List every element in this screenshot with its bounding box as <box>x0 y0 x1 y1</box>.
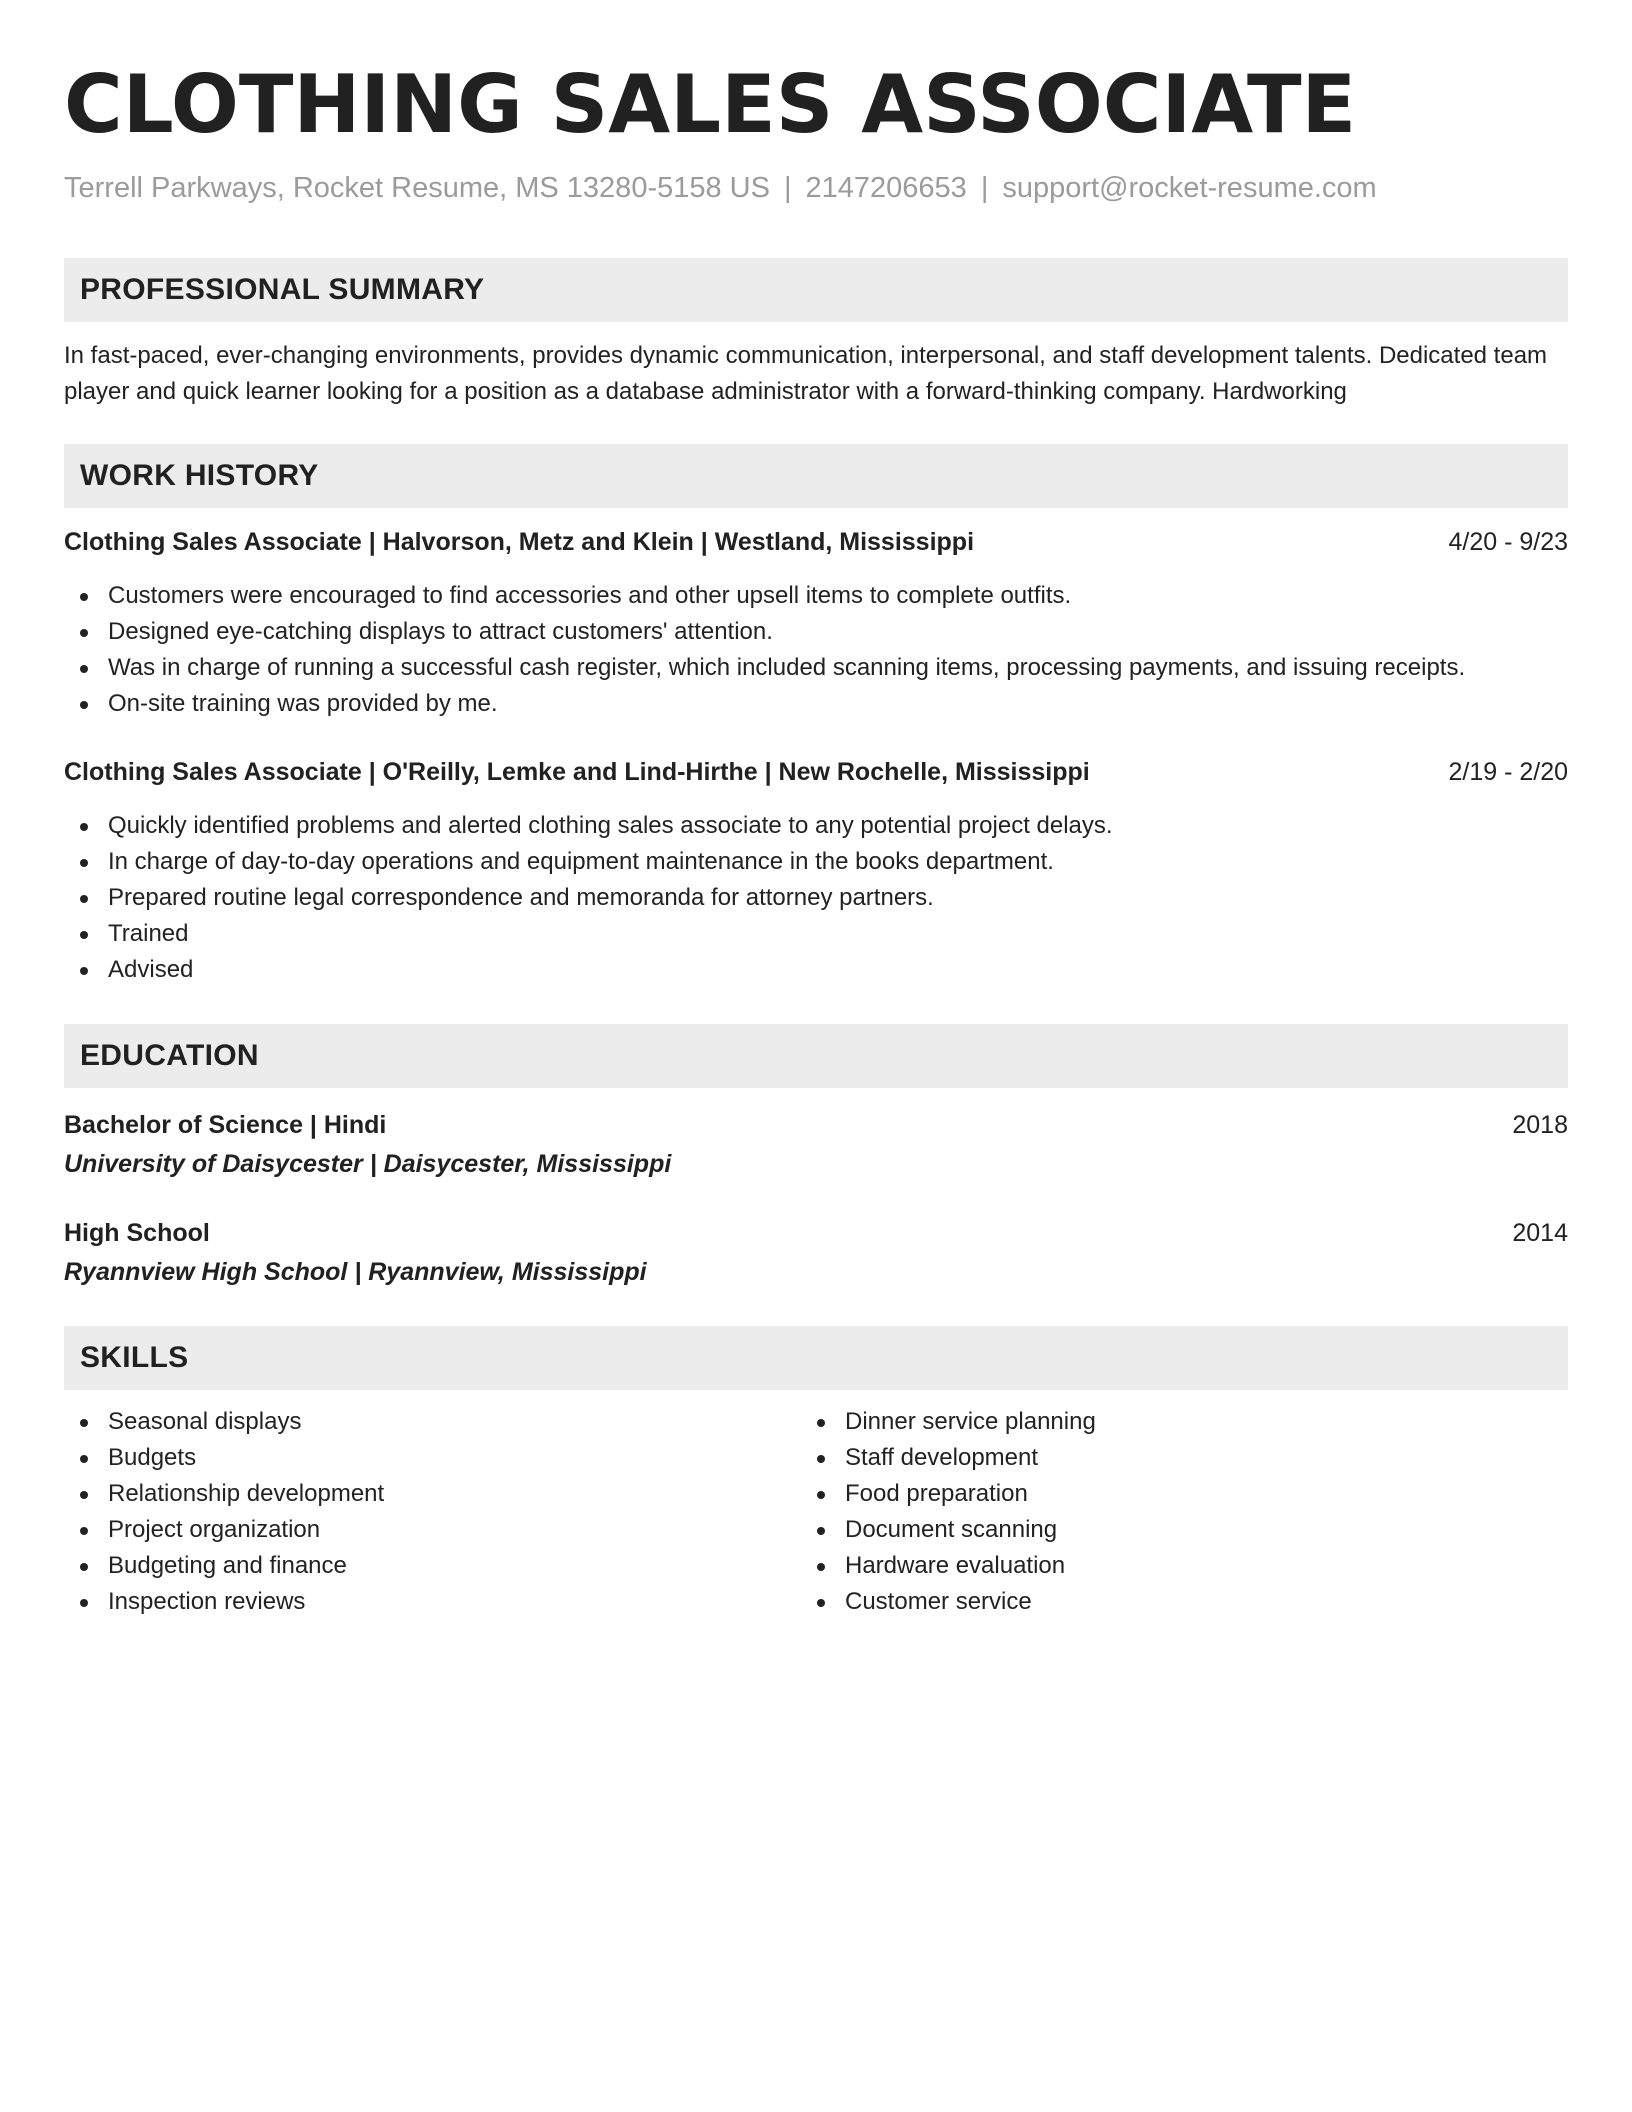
skills-list-left <box>64 1404 801 1620</box>
resume-name-title: CLOTHING SALES ASSOCIATE <box>64 58 1357 151</box>
contact-line <box>64 170 1568 206</box>
education-school: Ryannview High School | Ryannview, Mississippi <box>64 1258 647 1286</box>
section-heading-work-history: WORK HISTORY <box>64 444 1568 508</box>
job-bullet: Was in charge of running a successful cash register, which included scanning items, processing payments, and issuing receipts. <box>64 650 1568 686</box>
section-heading-skills: SKILLS <box>64 1326 1568 1390</box>
skill-item: Document scanning <box>801 1512 1538 1548</box>
skill-item: Project organization <box>64 1512 801 1548</box>
contact-phone: 2147206653 <box>805 172 967 204</box>
skill-item: Food preparation <box>801 1476 1538 1512</box>
skills-columns <box>64 1404 1568 1620</box>
education-year: 2018 <box>1512 1111 1568 1139</box>
job-bullet: Designed eye-catching displays to attract customers' attention. <box>64 614 1568 650</box>
section-heading-summary: PROFESSIONAL SUMMARY <box>64 258 1568 322</box>
education-school: University of Daisycester | Daisycester, Mississippi <box>64 1150 672 1178</box>
section-heading-education: EDUCATION <box>64 1024 1568 1088</box>
skills-list-right <box>801 1404 1538 1620</box>
skill-item: Dinner service planning <box>801 1404 1538 1440</box>
job-title: Clothing Sales Associate | Halvorson, Metz and Klein | Westland, Mississippi <box>64 528 975 556</box>
education-entry <box>64 1106 1568 1184</box>
skill-item: Inspection reviews <box>64 1584 801 1620</box>
education-degree: Bachelor of Science | Hindi <box>64 1111 387 1139</box>
education-degree: High School <box>64 1219 210 1247</box>
job-dates: 4/20 - 9/23 <box>1448 528 1568 556</box>
job-title: Clothing Sales Associate | O'Reilly, Lemke and Lind-Hirthe | New Rochelle, Mississippi <box>64 758 1090 786</box>
job-dates: 2/19 - 2/20 <box>1448 758 1568 786</box>
skill-item: Hardware evaluation <box>801 1548 1538 1584</box>
summary-text: In fast-paced, ever-changing environments, provides dynamic communication, interpersonal, and staff development talents. Dedicated team player and quick learner looking for a position as a database administrator with a forward-thinking company. Hardworking <box>64 342 1548 405</box>
skill-item: Seasonal displays <box>64 1404 801 1440</box>
job-bullets <box>64 578 1568 722</box>
job-bullet: Trained <box>64 916 1568 952</box>
education-year: 2014 <box>1512 1219 1568 1247</box>
skill-item: Relationship development <box>64 1476 801 1512</box>
job-bullet: In charge of day-to-day operations and equipment maintenance in the books department. <box>64 844 1568 880</box>
contact-separator: | <box>980 172 989 204</box>
job-header <box>64 524 1568 560</box>
job-bullet: Quickly identified problems and alerted clothing sales associate to any potential project delays. <box>64 808 1568 844</box>
contact-separator: | <box>783 172 792 204</box>
job-bullet: On-site training was provided by me. <box>64 686 1568 722</box>
contact-address: Terrell Parkways, Rocket Resume, MS 13280-5158 US <box>64 172 770 204</box>
skill-item: Budgeting and finance <box>64 1548 801 1584</box>
skill-item: Budgets <box>64 1440 801 1476</box>
contact-email: support@rocket-resume.com <box>1002 172 1377 204</box>
skill-item: Customer service <box>801 1584 1538 1620</box>
skill-item: Staff development <box>801 1440 1538 1476</box>
education-entry <box>64 1214 1568 1292</box>
job-bullets <box>64 808 1568 988</box>
job-bullet: Customers were encouraged to find accessories and other upsell items to complete outfits. <box>64 578 1568 614</box>
job-header <box>64 754 1568 790</box>
job-bullet: Advised <box>64 952 1568 988</box>
job-bullet: Prepared routine legal correspondence and memoranda for attorney partners. <box>64 880 1568 916</box>
